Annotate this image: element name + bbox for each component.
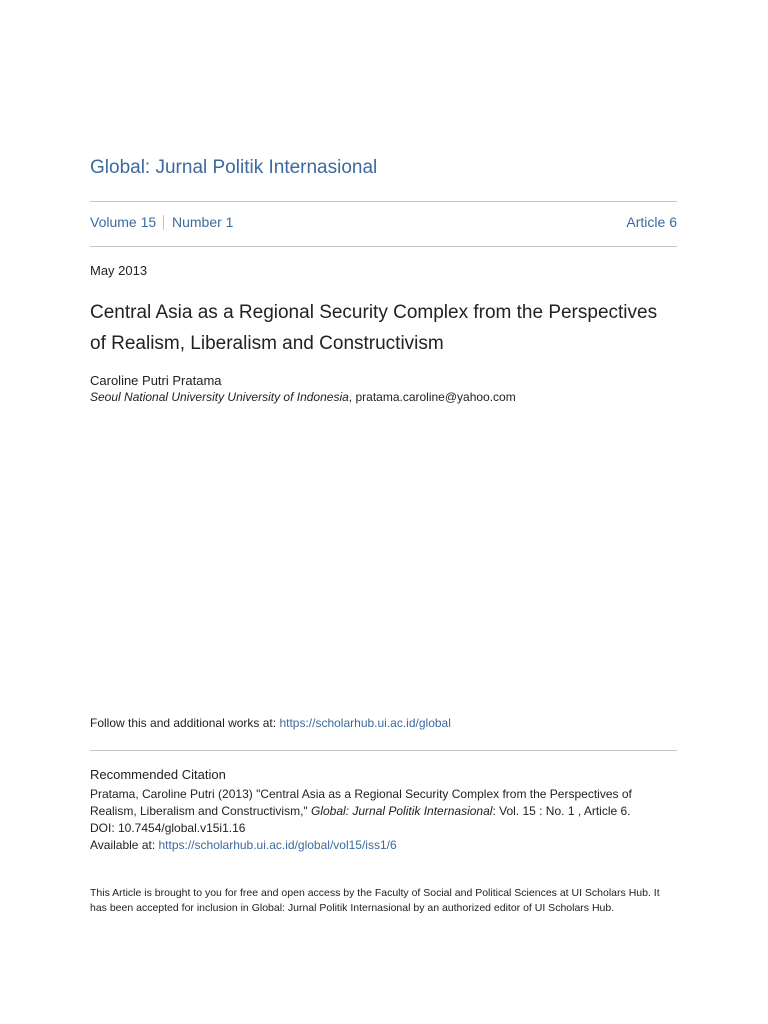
citation-doi: DOI: 10.7454/global.v15i1.16 [90, 821, 246, 835]
top-divider [90, 201, 677, 202]
open-access-notice: This Article is brought to you for free and open access by the Faculty of Social and Political Sciences at UI Scholars Hub. It has been accepted for inclusion in Global: Jurnal Politik Internasional by an authorized editor of UI Scholars Hub. [90, 887, 660, 914]
citation-divider [90, 750, 677, 751]
author-affiliation-line [90, 390, 516, 404]
available-at-link[interactable]: https://scholarhub.ui.ac.id/global/vol15/iss1/6 [158, 838, 397, 852]
affiliation-comma: , [348, 390, 356, 404]
citation-volume-info: : Vol. 15 : No. 1 , Article 6. [492, 804, 631, 818]
issue-divider [90, 246, 677, 247]
issue-bar [90, 214, 677, 232]
issue-separator [163, 215, 164, 230]
recommended-citation [90, 786, 677, 854]
citation-journal: Global: Jurnal Politik Internasional [311, 804, 493, 818]
author-email: pratama.caroline@yahoo.com [355, 390, 516, 404]
publication-date: May 2013 [90, 263, 148, 278]
volume-link[interactable]: Volume 15 [90, 214, 157, 230]
number-link[interactable]: Number 1 [172, 214, 234, 230]
follow-line [90, 716, 451, 730]
article-number-link[interactable]: Article 6 [626, 214, 677, 230]
follow-link[interactable]: https://scholarhub.ui.ac.id/global [279, 716, 451, 730]
author-affiliation: Seoul National University University of Indonesia [90, 390, 349, 404]
author-name: Caroline Putri Pratama [90, 373, 222, 388]
recommended-citation-heading: Recommended Citation [90, 767, 226, 782]
cover-page [90, 0, 677, 1024]
available-at-label: Available at: [90, 838, 159, 852]
follow-text: Follow this and additional works at: [90, 716, 280, 730]
citation-text: Pratama, Caroline Putri (2013) "Central Asia as a Regional Security Complex from the Perspectives of Realism, Liberalism and Constructivism," [90, 787, 632, 818]
journal-title-link[interactable]: Global: Jurnal Politik Internasional [90, 157, 378, 178]
article-title: Central Asia as a Regional Security Complex from the Perspectives of Realism, Liberalism and Constructivism [90, 302, 658, 354]
